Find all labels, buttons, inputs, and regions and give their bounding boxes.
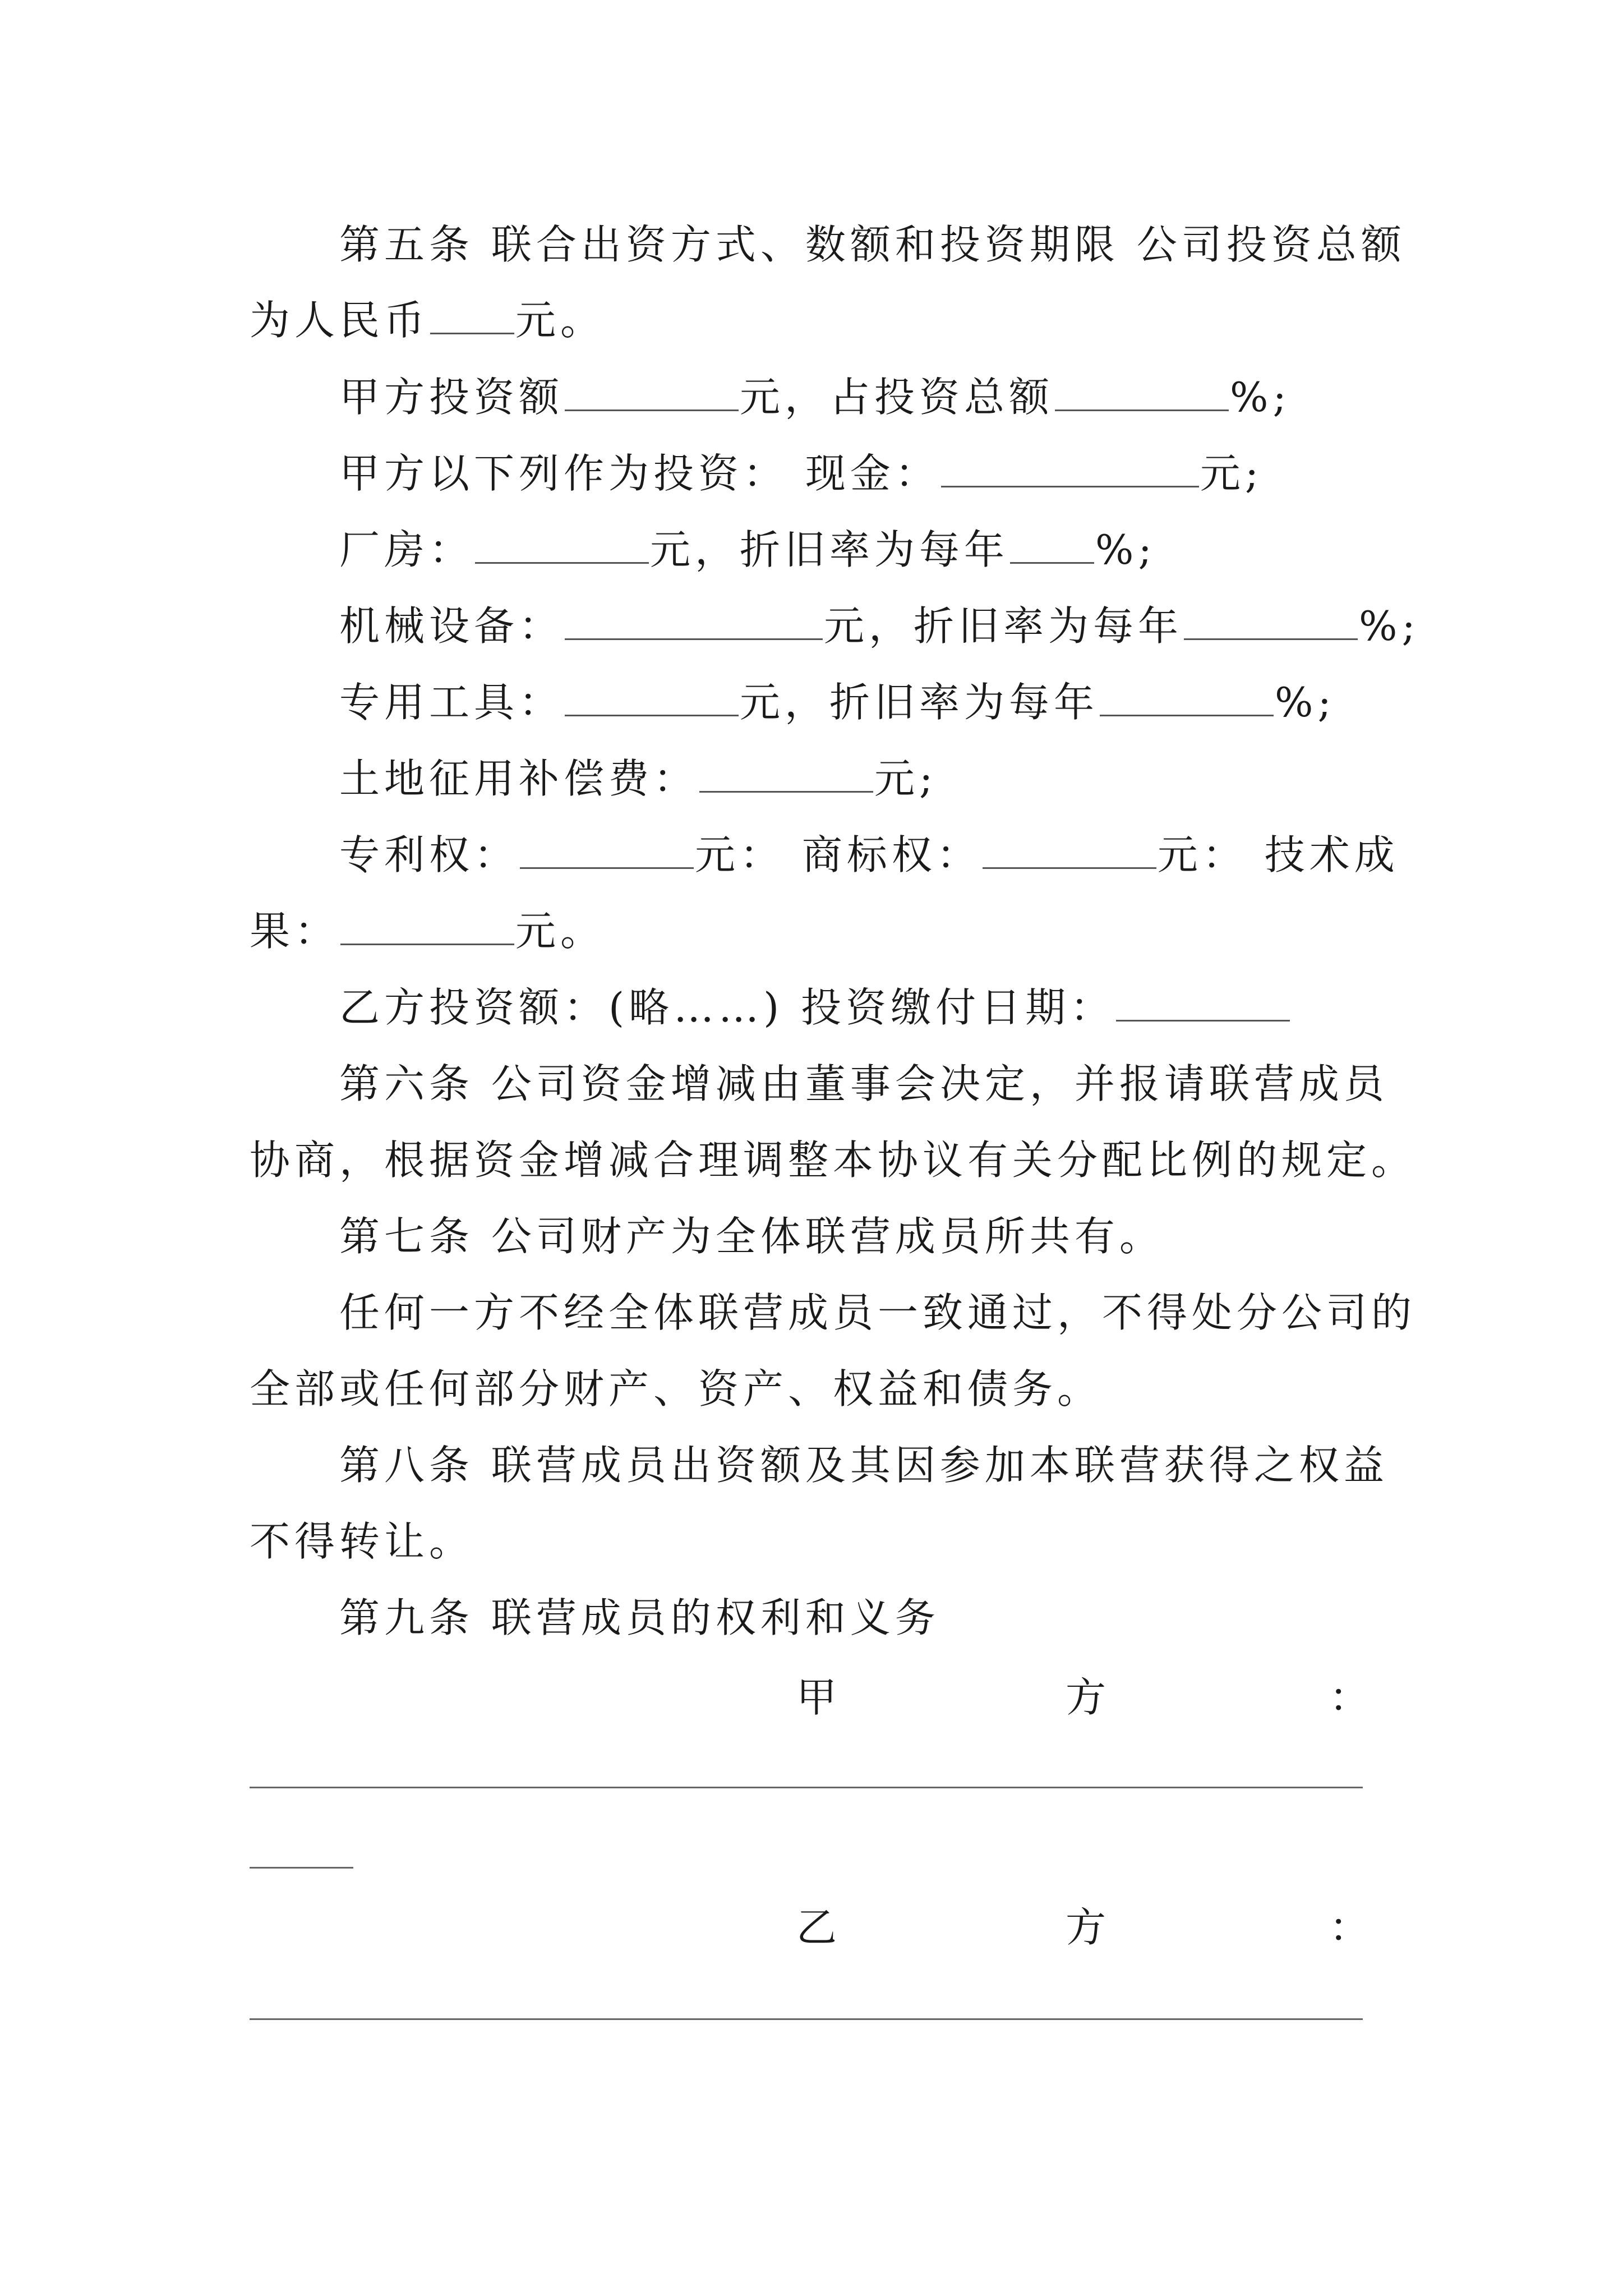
party-a-label-char2: 方 [1066,1674,1106,1721]
article-6-line-2: 协商，根据资金增减合理调整本协议有关分配比例的规定。 [250,1137,1417,1184]
text-segment: 专用工具： [339,679,564,726]
party-a-label-char1: 甲 [796,1674,837,1721]
text-segment: 甲方投资额 [339,374,564,421]
blank-field [1055,377,1229,411]
blank-field [565,377,739,411]
text-segment: 元，折旧率为每年 [824,602,1183,650]
text-segment: %; [1275,679,1336,726]
text-segment: 专利权： [339,831,519,878]
article-8-line-1: 第八条 联营成员出资额及其因参加本联营获得之权益 [339,1442,1389,1489]
text-segment: 土地征用补偿费： [339,755,699,802]
text-segment: 乙方投资额：(略……) 投资缴付日期： [339,984,1115,1031]
text-segment: 元，占投资总额 [740,374,1054,421]
blank-field [1184,606,1358,640]
blank-field [565,682,739,716]
blank-field [520,835,694,869]
article-8-line-2: 不得转让。 [250,1518,474,1565]
text-segment: 元，折旧率为每年 [650,526,1009,573]
blank-field [1100,682,1274,716]
party-b-signature-line [250,2018,1363,2020]
machinery-investment-line [339,602,1420,650]
blank-field [699,758,873,793]
text-segment: 元。 [515,908,606,955]
blank-field [1116,987,1290,1022]
text-segment: 元; [1200,450,1264,497]
party-a-investment-line [339,374,1291,421]
text-segment: 元，折旧率为每年 [740,679,1099,726]
text-segment: %; [1230,374,1291,421]
blank-field [983,835,1156,869]
text-segment: 厂房： [339,526,474,573]
text-segment: 元; [874,755,938,802]
article-7-line-2: 任何一方不经全体联营成员一致通过，不得处分公司的 [339,1289,1417,1336]
technology-result-line [250,908,606,955]
blank-field [565,606,823,640]
text-segment: 甲方以下列作为投资： 现金： [339,450,940,497]
party-b-label-char1: 乙 [796,1904,837,1951]
patent-trademark-line [339,831,1399,878]
article-5-line-2 [250,297,606,344]
party-a-signature-line-continued [250,1867,353,1869]
land-compensation-line [339,755,938,802]
text-segment: %; [1359,602,1420,650]
party-b-label-colon: ： [1329,1904,1370,1951]
blank-field [941,453,1199,487]
text-segment: 元： 技术成 [1157,831,1399,878]
article-5-line-1: 第五条 联合出资方式、数额和投资期限 公司投资总额 [339,221,1406,268]
cash-investment-line [339,450,1264,497]
article-9-line: 第九条 联营成员的权利和义务 [339,1594,940,1641]
article-6-line-1: 第六条 公司资金增减由董事会决定，并报请联营成员 [339,1060,1389,1107]
blank-field [430,300,514,334]
text-segment: 元。 [515,297,606,344]
text-segment: 果： [250,908,340,955]
text-segment: %; [1095,526,1156,573]
party-a-signature-line [250,1787,1363,1788]
article-7-line-3: 全部或任何部分财产、资产、权益和债务。 [250,1365,1103,1412]
party-b-investment-line [339,984,1291,1031]
text-segment: 元： 商标权： [695,831,981,878]
tools-investment-line [339,679,1336,726]
text-segment: 机械设备： [339,602,564,650]
party-b-label-char2: 方 [1066,1904,1106,1951]
text-segment: 为人民币 [250,297,430,344]
factory-investment-line [339,526,1156,573]
party-a-label-colon: ： [1329,1674,1370,1721]
blank-field [475,530,649,564]
blank-field [340,911,514,945]
blank-field [1010,530,1094,564]
article-7-line-1: 第七条 公司财产为全体联营成员所共有。 [339,1213,1164,1260]
